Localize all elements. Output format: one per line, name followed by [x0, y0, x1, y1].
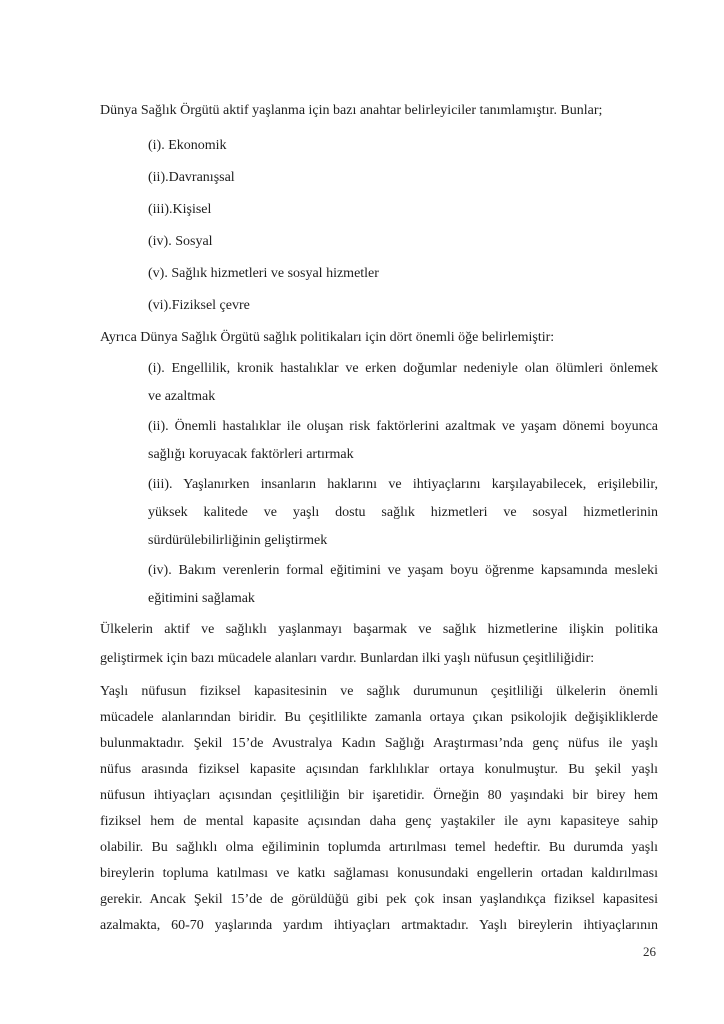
text-line: gerekir. Ancak Şekil 15’de de görüldüğü gibi pek çok insan yaşlandıkça fiziksel kapasitesi: [100, 892, 658, 907]
text-line: sağlığı koruyacak faktörleri artırmak: [148, 447, 354, 462]
text-line: (iv). Bakım verenlerin formal eğitimini ve yaşam boyu öğrenme kapsamında mesleki: [148, 563, 658, 578]
text-line: (ii). Önemli hastalıklar ile oluşan risk faktörlerini azaltmak ve yaşam dönemi boyunca: [148, 419, 658, 434]
text-line: (ii).Davranışsal: [148, 170, 235, 185]
text-line: (vi).Fiziksel çevre: [148, 298, 250, 313]
list-item: [148, 413, 658, 469]
text-line: fiziksel hem de mental kapasite açısından daha genç yaştakiler ile aynı kapasiteye sahip: [100, 814, 658, 829]
list-item: [148, 261, 658, 287]
text-line: ve azaltmak: [148, 389, 216, 404]
list-item: [148, 471, 658, 555]
list-item: [148, 133, 658, 159]
text-line: nüfusun ihtiyaçları açısından çeşitliliğin bir işaretidir. Örneğin 80 yaşındaki bir birey hem: [100, 788, 658, 803]
paragraph: [100, 679, 658, 939]
text-line: eğitimini sağlamak: [148, 591, 255, 606]
document-content: [100, 98, 658, 939]
text-line: (v). Sağlık hizmetleri ve sosyal hizmetler: [148, 266, 379, 281]
paragraph: [100, 325, 658, 351]
text-line: sürdürülebilirliğinin geliştirmek: [148, 533, 328, 548]
text-line: (i). Engellilik, kronik hastalıklar ve erken doğumlar nedeniyle olan ölümleri önlemek: [148, 361, 658, 376]
list-item: [148, 557, 658, 613]
paragraph: [100, 98, 658, 124]
list-item: [148, 229, 658, 255]
list-item: [148, 165, 658, 191]
text-line: Dünya Sağlık Örgütü aktif yaşlanma için bazı anahtar belirleyiciler tanımlamıştır. Bunlar;: [100, 103, 603, 118]
page-number: 26: [643, 944, 656, 959]
paragraph: [100, 615, 658, 673]
text-line: geliştirmek için bazı mücadele alanları vardır. Bunlardan ilki yaşlı nüfusun çeşitliliğidir:: [100, 651, 595, 666]
text-line: azalmakta, 60-70 yaşlarında yardım ihtiyaçları artmaktadır. Yaşlı bireylerin ihtiyaçlarının: [100, 918, 658, 933]
text-line: mücadele alanlarından biridir. Bu çeşitlilikte zamanla ortaya çıkan psikolojik değişikliklerde: [100, 710, 658, 725]
text-line: Ülkelerin aktif ve sağlıklı yaşlanmayı başarmak ve sağlık hizmetlerine ilişkin politika: [100, 622, 658, 637]
text-line: bulunmaktadır. Şekil 15’de Avustralya Kadın Sağlığı Araştırması’nda genç nüfus ile yaşlı: [100, 736, 658, 751]
list-item: [148, 293, 658, 319]
text-line: nüfus arasında fiziksel kapasite açısından farklılıklar ortaya konulmuştur. Bu şekil yaşlı: [100, 762, 658, 777]
text-line: (iv). Sosyal: [148, 234, 213, 249]
list-item: [148, 355, 658, 411]
list-item: [148, 197, 658, 223]
text-line: Ayrıca Dünya Sağlık Örgütü sağlık politikaları için dört önemli öğe belirlemiştir:: [100, 330, 555, 345]
text-line: olabilir. Bu sağlıklı olma eğiliminin toplumda artırılması temel hedeftir. Bu durumda yaşlı: [100, 840, 658, 855]
text-line: (i). Ekonomik: [148, 138, 227, 153]
text-line: (iii). Yaşlanırken insanların haklarını ve ihtiyaçlarını karşılayabilecek, erişilebilir,: [148, 477, 658, 492]
text-line: bireylerin topluma katılması ve katkı sağlaması konusundaki engellerin ortadan kaldırılması: [100, 866, 658, 881]
text-line: (iii).Kişisel: [148, 202, 212, 217]
text-line: yüksek kalitede ve yaşlı dostu sağlık hizmetleri ve sosyal hizmetlerinin: [148, 505, 658, 520]
text-line: Yaşlı nüfusun fiziksel kapasitesinin ve sağlık durumunun çeşitliliği ülkelerin önemli: [100, 684, 658, 699]
